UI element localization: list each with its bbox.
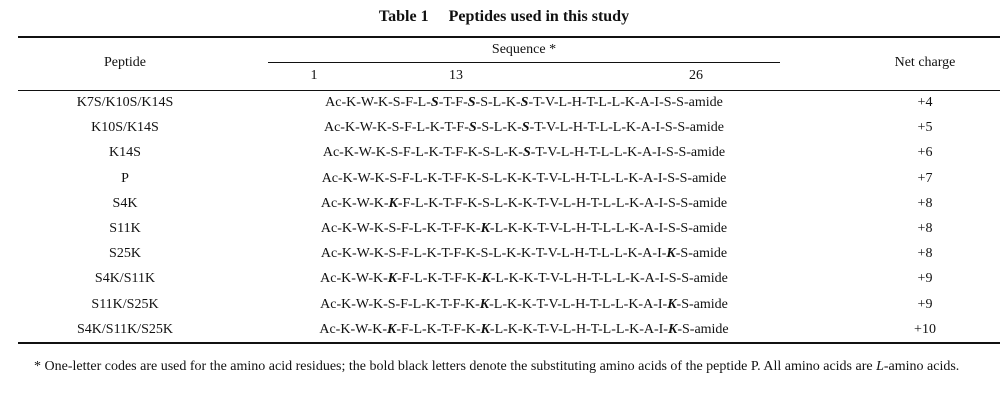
sequence-segment: -S-amide: [676, 296, 728, 312]
table-row: [18, 318, 1000, 343]
header-position-13: 13: [449, 68, 463, 83]
table-footnote: [18, 352, 1000, 381]
sequence-segment: -S-L-K-: [476, 120, 522, 136]
sequence-segment: -F-L-K-T-F-K-: [396, 321, 481, 337]
sequence-segment: -S-amide: [677, 321, 729, 337]
net-charge: +10: [914, 321, 936, 337]
net-charge: +4: [917, 95, 933, 110]
substituted-residue: S: [468, 120, 477, 136]
sequence-segment: Ac-K-W-K-: [320, 195, 389, 211]
table-row: [18, 267, 1000, 292]
substituted-residue: K: [479, 296, 490, 312]
peptide-name: S25K: [109, 246, 141, 262]
substituted-residue: K: [387, 271, 398, 287]
substituted-residue: K: [386, 321, 397, 337]
sequence-segment: -L-K-K-T-V-L-H-T-L-L-K-A-I-S-S-amide: [490, 271, 728, 287]
peptide-sequence: [268, 271, 780, 287]
table-row: [18, 116, 1000, 141]
sequence-segment: -F-L-K-T-F-K-S-L-K-K-T-V-L-H-T-L-L-K-A-I-S-S-amide: [397, 195, 728, 211]
net-charge: +9: [917, 296, 933, 312]
peptide-name: S11K: [109, 220, 141, 236]
table-title: Table 1 Peptides used in this study: [378, 8, 630, 25]
sequence-segment: Ac-K-W-K-S-F-L-K-T-F-K-S-L-K-K-T-V-L-H-T-L-L-K-A-I-S-S-amide: [321, 170, 727, 186]
sequence-segment: -T-V-L-H-T-L-L-K-A-I-S-S-amide: [529, 120, 724, 136]
substituted-residue: K: [481, 271, 491, 287]
footnote-text: One-letter codes are used for the amino acid residues; the bold black letters denote the substituting amino acids of the peptide P. All amino acids are: [41, 359, 877, 374]
peptide-sequence: [268, 120, 780, 136]
footnote-italic: L: [876, 359, 884, 374]
sequence-segment: Ac-K-W-K-S-F-L-K-T-F-K-S-L-K-: [322, 145, 523, 161]
sequence-segment: Ac-K-W-K-: [319, 321, 387, 337]
top-rule: [18, 36, 1000, 38]
substituted-residue: K: [480, 220, 490, 236]
table-row: [18, 141, 1000, 166]
substituted-residue: S: [430, 95, 439, 110]
sequence-segment: -T-V-L-H-T-L-L-K-A-I-S-S-amide: [530, 145, 726, 161]
peptide-sequence: [268, 297, 780, 313]
header-position-1: 1: [310, 68, 318, 83]
sequence-segment: Ac-K-W-K-S-F-L-K-T-F-K-: [320, 220, 481, 236]
table-row: [18, 192, 1000, 217]
sequence-segment: -S-amide: [675, 246, 728, 262]
header-position-26: 26: [689, 68, 703, 83]
sequence-segment: Ac-K-W-K-: [320, 271, 388, 287]
peptide-sequence: [268, 95, 780, 111]
peptide-name: K7S/K10S/K14S: [76, 95, 174, 110]
substituted-residue: S: [467, 95, 476, 110]
peptide-sequence: [268, 145, 780, 161]
net-charge: +9: [917, 271, 933, 287]
peptide-name: K10S/K14S: [91, 120, 159, 136]
header-peptide: Peptide: [104, 55, 146, 70]
substituted-residue: K: [667, 321, 678, 337]
table-row: [18, 91, 1000, 116]
peptide-sequence: [268, 246, 780, 262]
header-net-charge: Net charge: [894, 55, 956, 70]
sequence-segment: -L-K-K-T-V-L-H-T-L-L-K-A-I-S-S-amide: [489, 220, 728, 236]
substituted-residue: K: [388, 195, 398, 211]
substituted-residue: K: [666, 246, 676, 262]
table-row: [18, 293, 1000, 318]
bottom-rule: [18, 342, 1000, 344]
sequence-segment: -F-L-K-T-F-K-: [397, 271, 482, 287]
table-row: [18, 217, 1000, 242]
footnote-text-end: -amino acids.: [883, 359, 960, 374]
net-charge: +8: [917, 220, 933, 236]
peptide-name: P: [121, 170, 129, 186]
table-row: [18, 167, 1000, 192]
peptide-name: K14S: [109, 145, 141, 161]
peptide-sequence: [268, 221, 780, 237]
peptide-sequence: [268, 196, 780, 212]
peptide-name: S4K/S11K/S25K: [77, 321, 173, 337]
sequence-segment: Ac-K-W-K-S-F-L-K-T-F-K-S-L-K-K-T-V-L-H-T-L-L-K-A-I-: [320, 246, 667, 262]
header-sequence: Sequence *: [491, 42, 557, 57]
peptide-sequence: [268, 322, 780, 338]
substituted-residue: S: [522, 145, 531, 161]
table-row: [18, 242, 1000, 267]
sequence-segment: Ac-K-W-K-S-F-L-K-T-F-: [323, 120, 469, 136]
sequence-segment: Ac-K-W-K-S-F-L-: [325, 95, 431, 110]
sequence-segment: Ac-K-W-K-S-F-L-K-T-F-K-: [320, 296, 480, 312]
sequence-subrule: [268, 62, 780, 63]
net-charge: +7: [917, 170, 933, 186]
net-charge: +8: [917, 246, 933, 262]
substituted-residue: S: [520, 95, 529, 110]
sequence-segment: -T-F-: [438, 95, 468, 110]
sequence-segment: -L-K-K-T-V-L-H-T-L-L-K-A-I-: [489, 296, 668, 312]
substituted-residue: K: [480, 321, 490, 337]
sequence-segment: -T-V-L-H-T-L-L-K-A-I-S-S-amide: [528, 95, 723, 110]
sequence-segment: -S-L-K-: [475, 95, 521, 110]
net-charge: +6: [917, 145, 933, 161]
net-charge: +5: [917, 120, 933, 136]
substituted-residue: S: [521, 120, 530, 136]
peptide-sequence: [268, 171, 780, 187]
footnote-marker: *: [34, 359, 41, 374]
table-body: [18, 91, 1000, 343]
peptide-name: S4K: [112, 195, 138, 211]
sequence-segment: -L-K-K-T-V-L-H-T-L-L-K-A-I-: [489, 321, 668, 337]
net-charge: +8: [917, 195, 933, 211]
substituted-residue: K: [667, 296, 677, 312]
peptide-name: S11K/S25K: [91, 296, 159, 312]
peptide-name: S4K/S11K: [94, 271, 156, 287]
